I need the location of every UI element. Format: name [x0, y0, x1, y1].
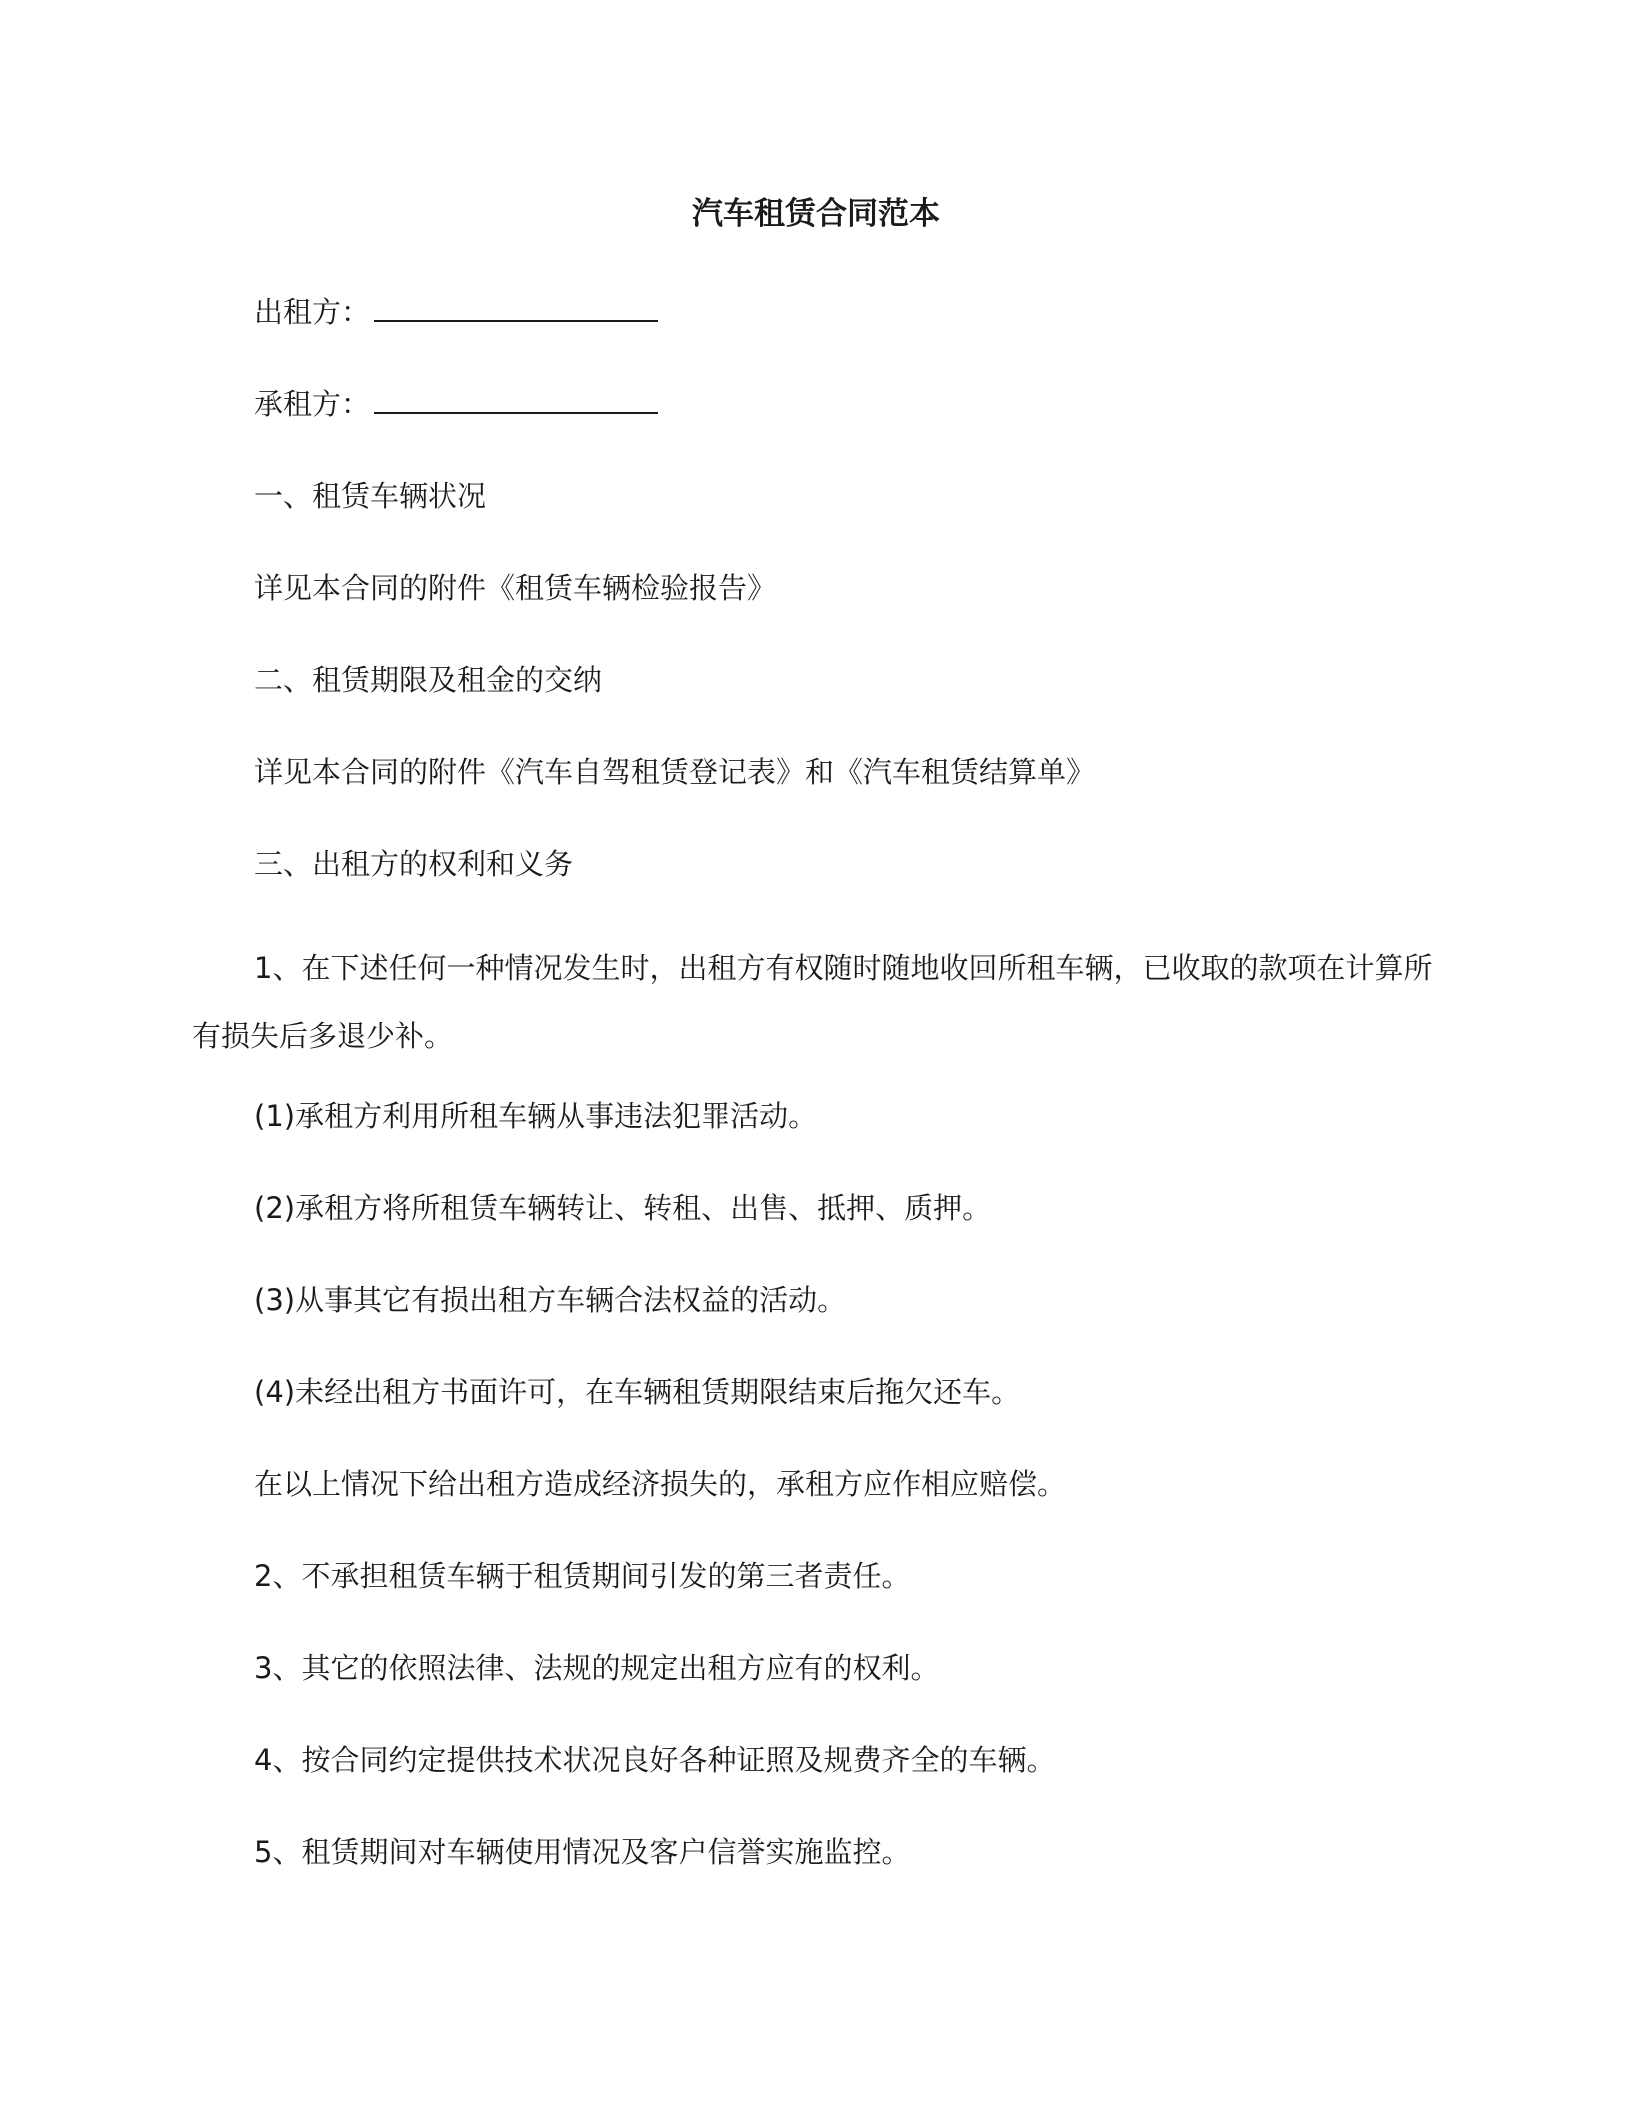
- lessor-line: [192, 290, 1440, 334]
- item2-paragraph: 2、不承担租赁车辆于租赁期间引发的第三者责任。: [254, 1559, 911, 1593]
- section3-heading: 三、出租方的权利和义务: [254, 847, 574, 881]
- lessor-label: 出租方：: [254, 295, 371, 329]
- item4-paragraph: 4、按合同约定提供技术状况良好各种证照及规费齐全的车辆。: [254, 1743, 1056, 1777]
- item1-paragraph: 1、在下述任何一种情况发生时，出租方有权随时随地收回所租车辆，已收取的款项在计算所有损失后多退少补。: [192, 951, 1433, 1053]
- item3-paragraph: 3、其它的依照法律、法规的规定出租方应有的权利。: [254, 1651, 940, 1685]
- sub-item-1: (1)承租方利用所租车辆从事违法犯罪活动。: [254, 1099, 818, 1133]
- lessor-blank: [374, 290, 658, 322]
- section1-heading: 一、租赁车辆状况: [254, 479, 487, 513]
- document-title: 汽车租赁合同范本: [692, 196, 940, 232]
- section2-heading: 二、租赁期限及租金的交纳: [254, 663, 603, 697]
- compensation-paragraph: 在以上情况下给出租方造成经济损失的，承租方应作相应赔偿。: [254, 1467, 1067, 1501]
- section2-text: 详见本合同的附件《汽车自驾租赁登记表》和《汽车租赁结算单》: [254, 755, 1096, 789]
- sub-item-4: (4)未经出租方书面许可，在车辆租赁期限结束后拖欠还车。: [254, 1375, 1021, 1409]
- sub-item-3: (3)从事其它有损出租方车辆合法权益的活动。: [254, 1283, 847, 1317]
- lessee-label: 承租方：: [254, 387, 371, 421]
- item5-paragraph: 5、租赁期间对车辆使用情况及客户信誉实施监控。: [254, 1835, 911, 1869]
- sub-item-2: (2)承租方将所租赁车辆转让、转租、出售、抵押、质押。: [254, 1191, 992, 1225]
- section1-text: 详见本合同的附件《租赁车辆检验报告》: [254, 571, 777, 605]
- lessee-blank: [374, 382, 658, 414]
- lessee-line: [192, 382, 1440, 426]
